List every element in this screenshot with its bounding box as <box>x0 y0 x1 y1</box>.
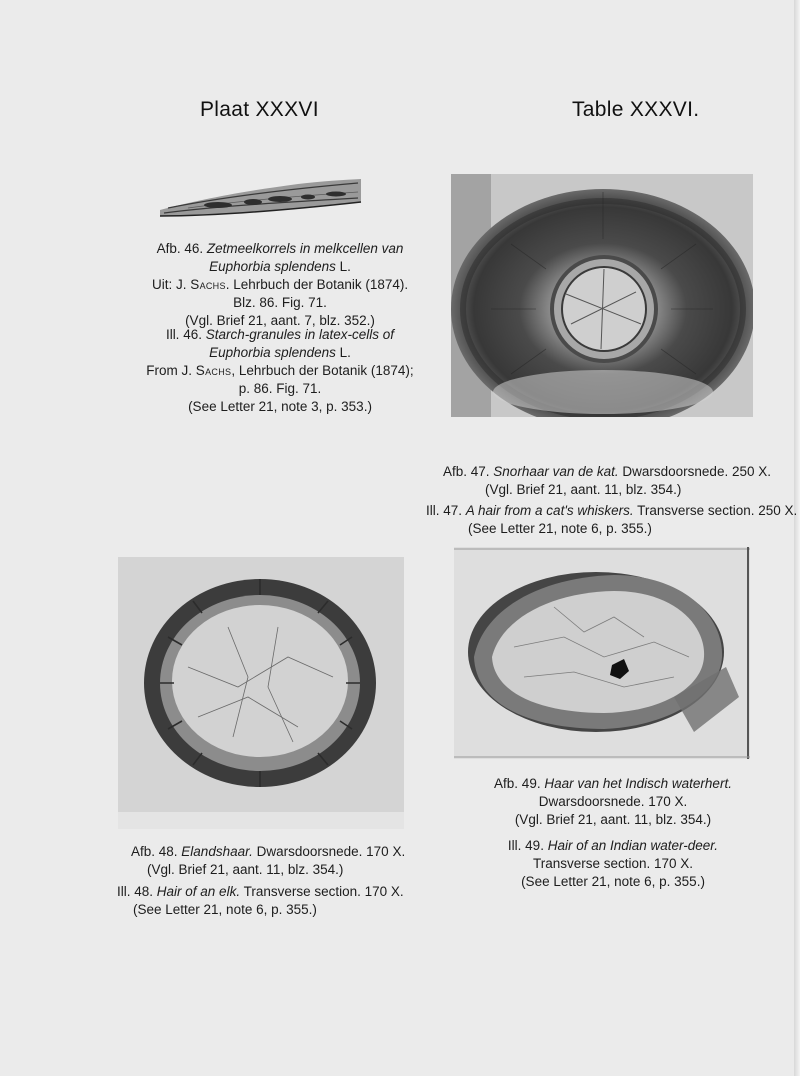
fig47-image <box>451 174 753 417</box>
plate-title-english: Table XXXVI. <box>572 98 700 121</box>
fig47-caption-english: Ill. 47. A hair from a cat's whiskers. Transverse section. 250 X. (See Letter 21, note 6, p. 355.) <box>426 503 798 536</box>
plate-title-dutch: Plaat XXXVI <box>200 98 319 121</box>
fig49-image <box>454 547 750 759</box>
fig46-caption-dutch: Afb. 46. Zetmeelkorrels in melkcellen van Euphorbia splendens L. Uit: J. Sachs. Lehrbuch der Botanik (1874). Blz. 86. Fig. 71. (Vgl. Brief 21, aant. 7, blz. 352.) <box>152 241 409 328</box>
fig49-caption-english: Ill. 49. Hair of an Indian water-deer. Transverse section. 170 X. (See Letter 21, note 6, p. 355.) <box>507 838 719 889</box>
fig46-caption-english: Ill. 46. Starch-granules in latex-cells of Euphorbia splendens L. From J. Sachs, Lehrbuch der Botanik (1874); p. 86. Fig. 71. (See Letter 21, note 3, p. 353.) <box>146 327 414 414</box>
fig46-image <box>158 172 363 220</box>
page-edge <box>794 0 800 1076</box>
fig48-image <box>118 557 404 829</box>
fig49-caption-dutch: Afb. 49. Haar van het Indisch waterhert. Dwarsdoorsnede. 170 X. (Vgl. Brief 21, aant. 11, blz. 354.) <box>494 776 732 827</box>
fig48-caption-dutch: Afb. 48. Elandshaar. Dwarsdoorsnede. 170 X. (Vgl. Brief 21, aant. 11, blz. 354.) <box>131 844 406 877</box>
fig47-caption-dutch: Afb. 47. Snorhaar van de kat. Dwarsdoorsnede. 250 X. (Vgl. Brief 21, aant. 11, blz. 354.) <box>443 464 771 497</box>
fig48-caption-english: Ill. 48. Hair of an elk. Transverse section. 170 X. (See Letter 21, note 6, p. 355.) <box>117 884 404 917</box>
